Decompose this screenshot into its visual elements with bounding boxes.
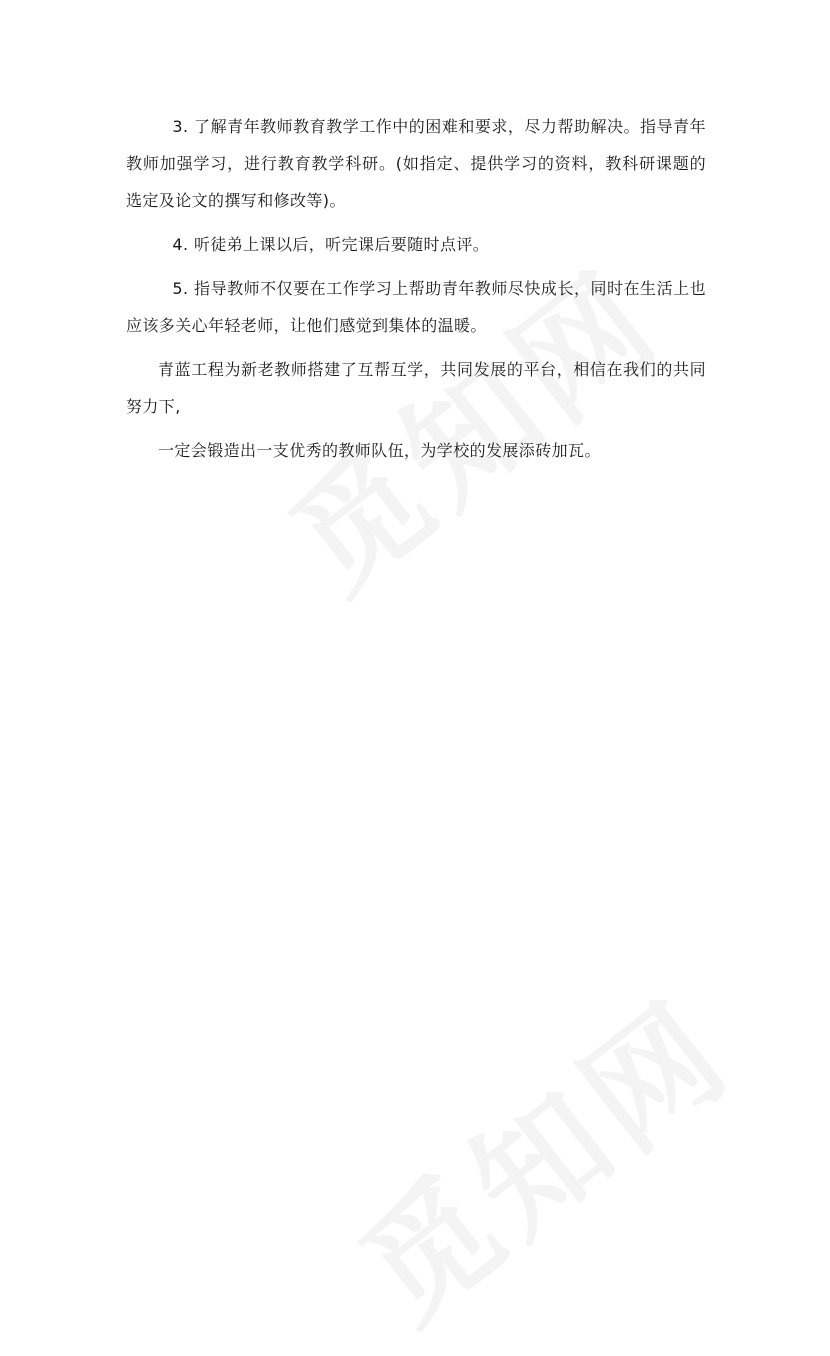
paragraph-item-4: 4. 听徒弟上课以后，听完课后要随时点评。 [172,235,490,254]
paragraph-conclusion: 青蓝工程为新老教师搭建了互帮互学，共同发展的平台，相信在我们的共同努力下, [126,360,706,416]
watermark [317,951,763,1356]
paragraph-item-3: 3. 了解青年教师教育教学工作中的困难和要求，尽力帮助解决。指导青年教师加强学习，进行教育教学科研。(如指定、提供学习的资料，教科研课题的选定及论文的撰写和修改等)。 [126,117,706,210]
paragraph-closing: 一定会锻造出一支优秀的教师队伍，为学校的发展添砖加瓦。 [158,441,601,460]
paragraph-item-5: 5. 指导教师不仅要在工作学习上帮助青年教师尽快成长，同时在生活上也应该多关心年轻老师，让他们感觉到集体的温暖。 [126,279,706,335]
document-body [126,108,706,476]
